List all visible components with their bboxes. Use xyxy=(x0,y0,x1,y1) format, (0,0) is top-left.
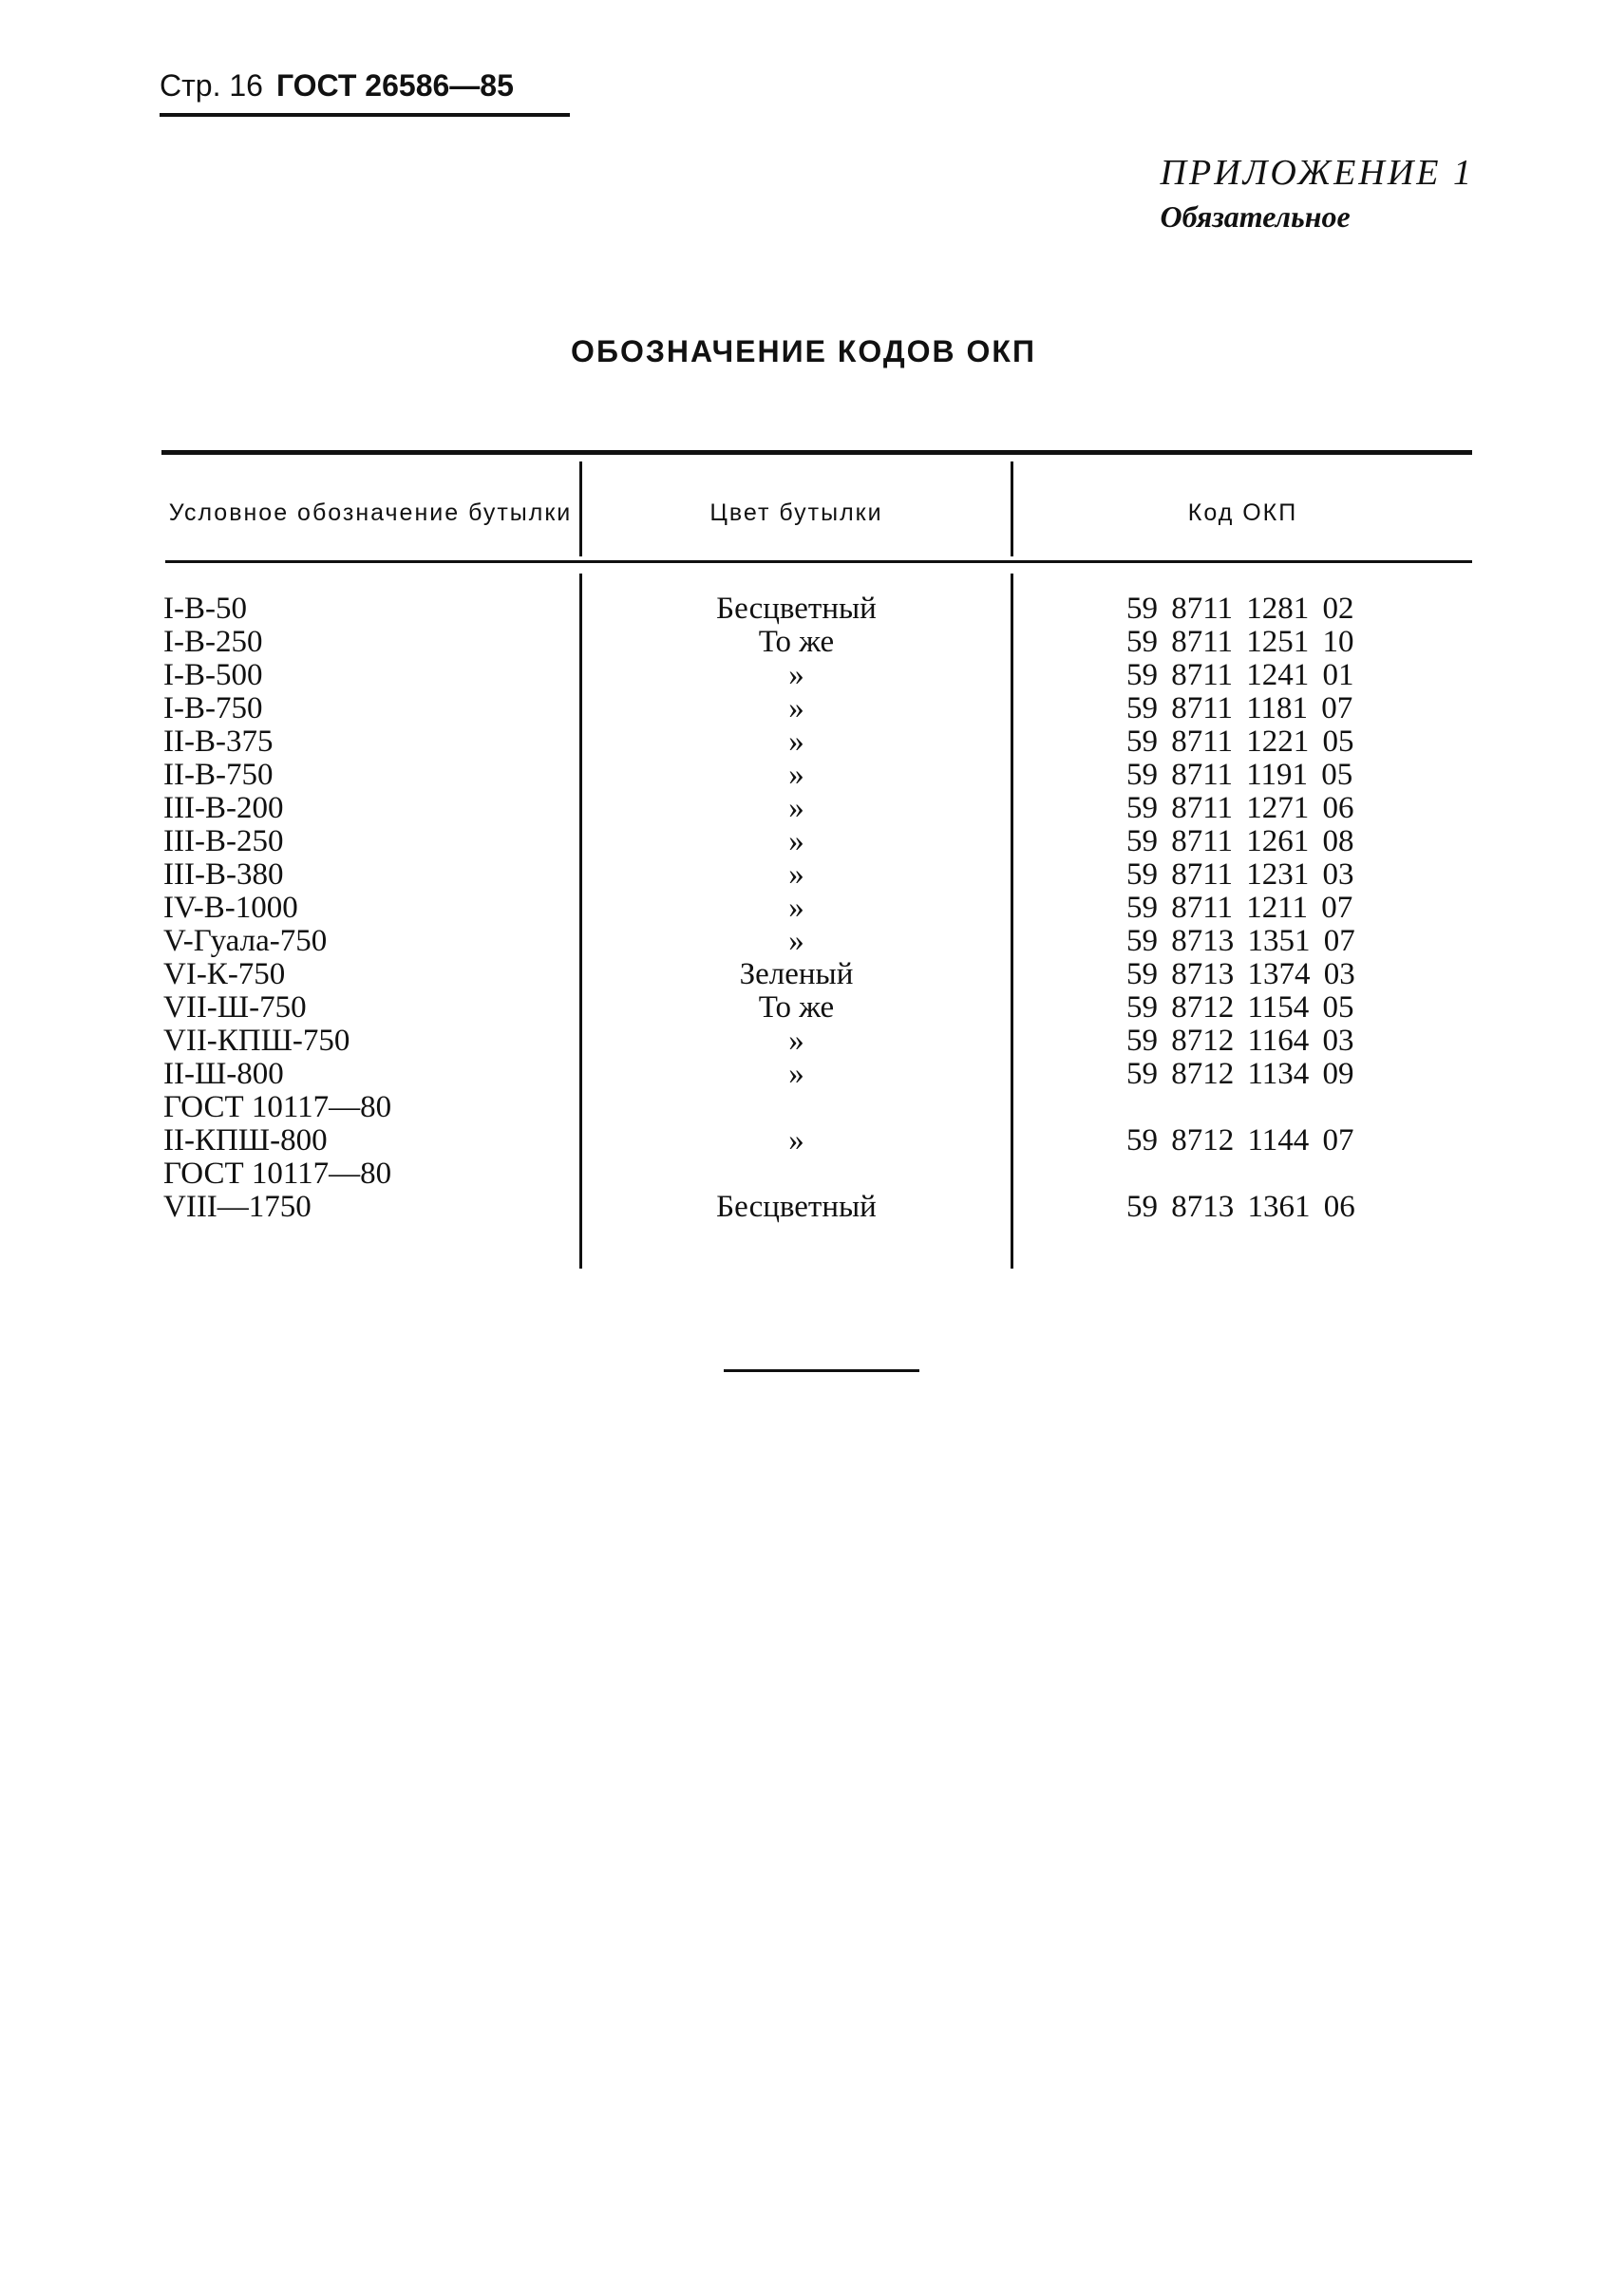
running-header xyxy=(160,68,570,117)
bottle-color: » xyxy=(788,1057,804,1091)
bottle-color: » xyxy=(788,824,804,858)
bottle-color: » xyxy=(788,791,804,825)
okp-code: 59 8711 1191 05 xyxy=(1126,758,1353,792)
okp-code: 59 8711 1271 06 xyxy=(1126,791,1354,825)
table-row xyxy=(161,692,1472,725)
bottle-designation: I-В-250 xyxy=(163,625,263,659)
appendix-title: ПРИЛОЖЕНИЕ 1 xyxy=(1160,153,1474,193)
table-row xyxy=(161,925,1472,958)
table-row xyxy=(161,593,1472,626)
table-row xyxy=(161,725,1472,759)
bottle-designation: II-В-750 xyxy=(163,758,274,792)
page-number: Стр. 16 xyxy=(160,68,263,103)
okp-code: 59 8711 1221 05 xyxy=(1126,725,1354,759)
okp-code: 59 8711 1211 07 xyxy=(1126,891,1353,925)
bottle-color: » xyxy=(788,691,804,725)
bottle-color: » xyxy=(788,658,804,692)
bottle-color: » xyxy=(788,1123,804,1157)
bottle-color: То же xyxy=(758,990,835,1025)
bottle-designation: VII-Ш-750 xyxy=(163,990,307,1025)
table-row xyxy=(161,1191,1472,1224)
table-header-rule xyxy=(165,560,1472,563)
table-row xyxy=(161,1157,1472,1191)
table-row xyxy=(161,991,1472,1025)
bottle-color: » xyxy=(788,891,804,925)
bottle-designation: VI-К-750 xyxy=(163,957,286,991)
bottle-color: » xyxy=(788,924,804,958)
okp-code: 59 8712 1164 03 xyxy=(1126,1024,1354,1058)
okp-code: 59 8711 1231 03 xyxy=(1126,857,1354,892)
okp-code: 59 8711 1261 08 xyxy=(1126,824,1354,858)
bottle-designation: II-В-375 xyxy=(163,725,274,759)
bottle-color: Бесцветный xyxy=(716,1190,877,1224)
table-row xyxy=(161,759,1472,792)
column-header-okp-code: Код ОКП xyxy=(1187,499,1298,526)
table-body xyxy=(161,593,1472,1224)
okp-codes-table xyxy=(161,450,1472,1272)
bottle-designation: I-В-50 xyxy=(163,592,247,626)
column-header-color: Цвет бутылки xyxy=(709,499,883,526)
appendix-label xyxy=(1161,152,1474,235)
standard-number: ГОСТ 26586—85 xyxy=(275,68,514,103)
bottle-designation: III-В-250 xyxy=(163,824,284,858)
table-row xyxy=(161,858,1472,892)
bottle-designation: II-Ш-800 xyxy=(163,1057,284,1091)
bottle-designation: I-В-750 xyxy=(163,691,263,725)
okp-code: 59 8712 1134 09 xyxy=(1126,1057,1354,1091)
bottle-designation: ГОСТ 10117—80 xyxy=(163,1090,392,1124)
table-row xyxy=(161,792,1472,825)
okp-code: 59 8712 1144 07 xyxy=(1126,1123,1354,1157)
okp-code: 59 8713 1351 07 xyxy=(1126,924,1355,958)
bottle-designation: VII-КПШ-750 xyxy=(163,1024,350,1058)
bottle-color: » xyxy=(788,725,804,759)
table-row xyxy=(161,626,1472,659)
end-rule xyxy=(724,1369,919,1372)
okp-code: 59 8711 1241 01 xyxy=(1126,658,1354,692)
bottle-color: Зеленый xyxy=(739,957,854,991)
okp-code: 59 8713 1361 06 xyxy=(1126,1190,1355,1224)
bottle-color: » xyxy=(788,857,804,892)
table-row xyxy=(161,958,1472,991)
okp-code: 59 8711 1281 02 xyxy=(1126,592,1354,626)
table-row xyxy=(161,892,1472,925)
bottle-color: Бесцветный xyxy=(716,592,877,626)
bottle-designation: ГОСТ 10117—80 xyxy=(163,1157,392,1191)
bottle-designation: III-В-380 xyxy=(163,857,284,892)
bottle-color: То же xyxy=(758,625,835,659)
bottle-color: » xyxy=(788,1024,804,1058)
bottle-designation: IV-В-1000 xyxy=(163,891,298,925)
okp-code: 59 8711 1251 10 xyxy=(1126,625,1354,659)
bottle-designation: V-Гуала-750 xyxy=(163,924,328,958)
okp-code: 59 8711 1181 07 xyxy=(1126,691,1353,725)
table-row xyxy=(161,1124,1472,1157)
table-row xyxy=(161,1025,1472,1058)
table-row xyxy=(161,1091,1472,1124)
bottle-designation: III-В-200 xyxy=(163,791,284,825)
bottle-designation: VIII—1750 xyxy=(163,1190,312,1224)
okp-code: 59 8712 1154 05 xyxy=(1126,990,1354,1025)
column-header-designation: Условное обозначение бутылки xyxy=(168,499,573,526)
okp-code: 59 8713 1374 03 xyxy=(1126,957,1355,991)
bottle-color: » xyxy=(788,758,804,792)
table-row xyxy=(161,1058,1472,1091)
bottle-designation: I-В-500 xyxy=(163,658,263,692)
table-top-rule xyxy=(161,450,1472,455)
bottle-designation: II-КПШ-800 xyxy=(163,1123,328,1157)
table-row xyxy=(161,825,1472,858)
appendix-subtitle: Обязательное xyxy=(1160,199,1351,234)
section-title: ОБОЗНАЧЕНИЕ КОДОВ ОКП xyxy=(571,334,1036,368)
table-row xyxy=(161,659,1472,692)
